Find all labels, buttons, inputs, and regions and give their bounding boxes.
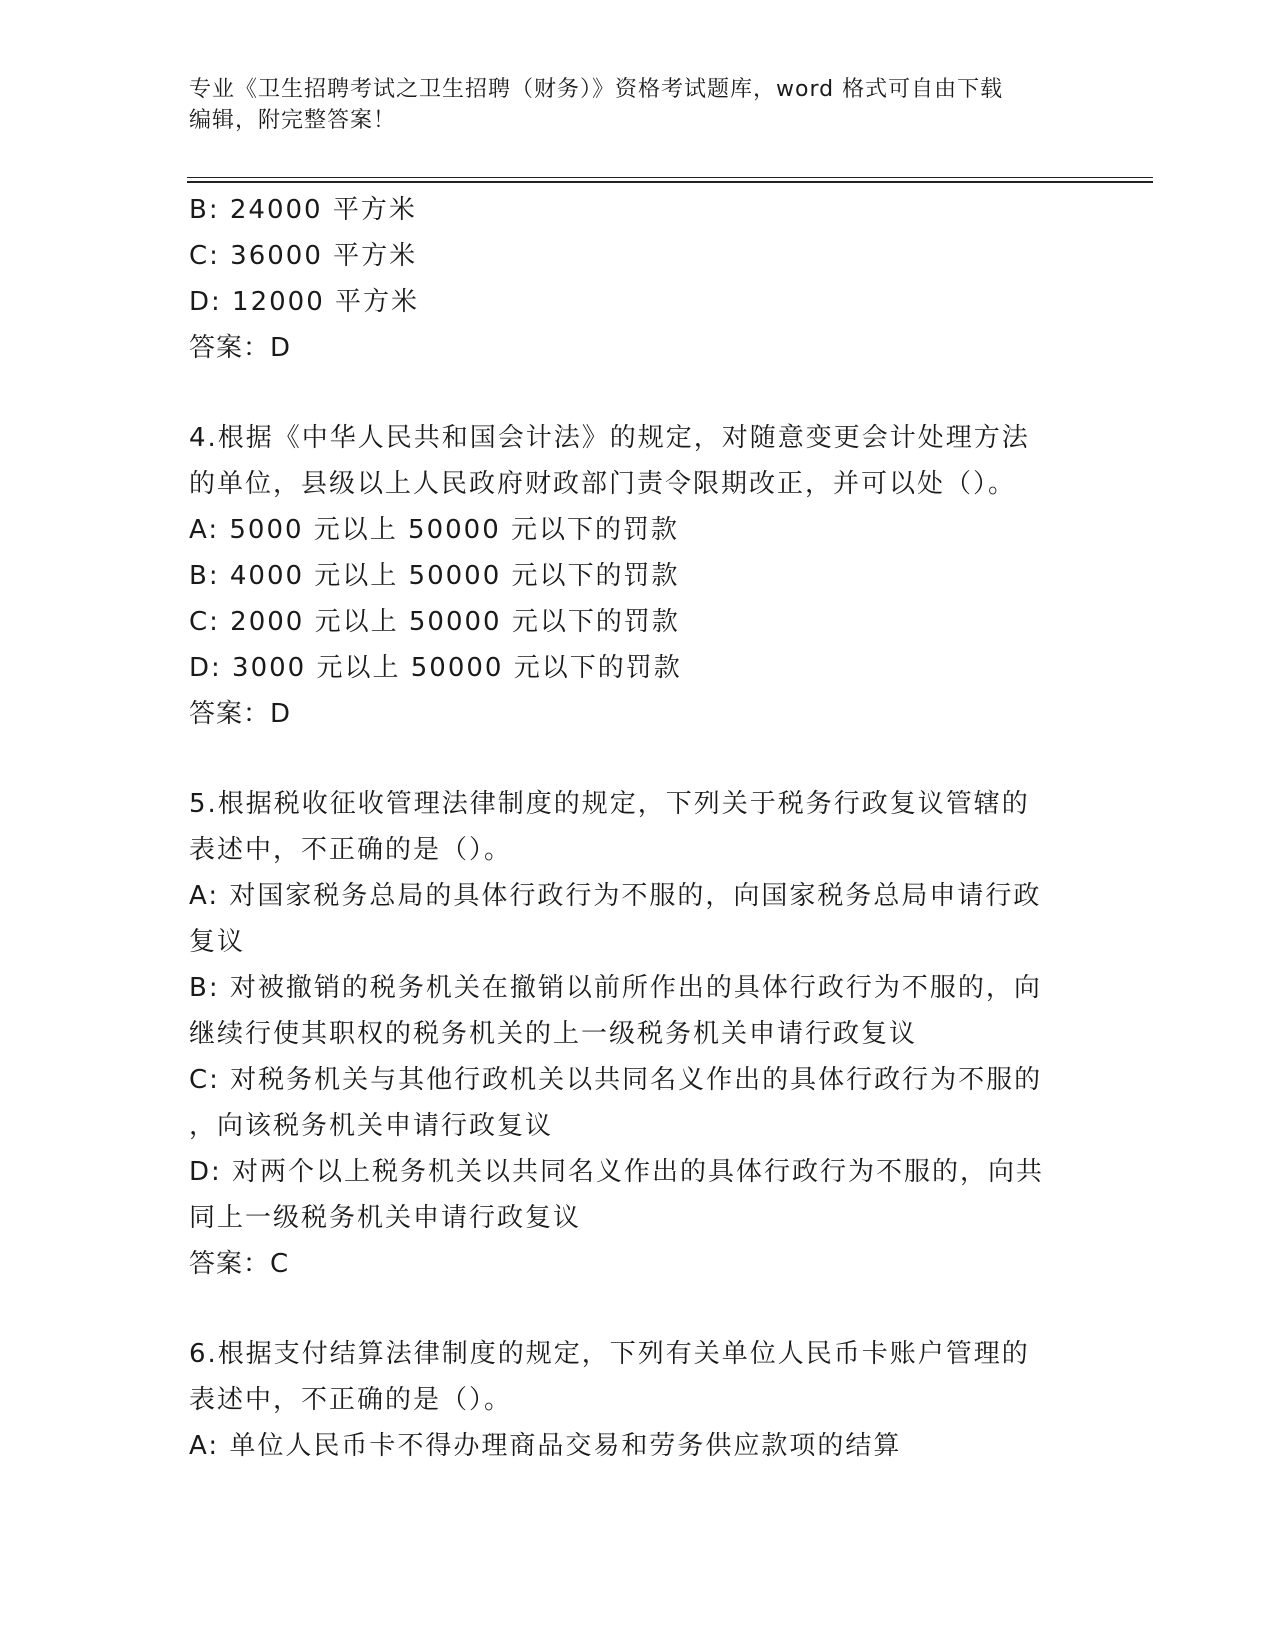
spacer: [189, 737, 1089, 781]
q5-option-a-line-1: A: 对国家税务总局的具体行政行为不服的，向国家税务总局申请行政: [189, 881, 1042, 911]
spacer: [189, 1287, 1089, 1331]
q5-answer: 答案：C: [189, 1249, 290, 1279]
q5-stem-line-1: 5.根据税收征收管理法律制度的规定，下列关于税务行政复议管辖的: [189, 789, 1030, 819]
q5-option-b-line-1: B: 对被撤销的税务机关在撤销以前所作出的具体行政行为不服的，向: [189, 973, 1042, 1003]
q3-option-b: B: 24000 平方米: [189, 195, 417, 225]
q4-stem-line-2: 的单位，县级以上人民政府财政部门责令限期改正，并可以处（）。: [189, 469, 1017, 499]
q4-option-b: B: 4000 元以上 50000 元以下的罚款: [189, 561, 680, 591]
header-line-2: 编辑，附完整答案！: [189, 108, 397, 133]
q5-option-d-line-2: 同上一级税务机关申请行政复议: [189, 1203, 582, 1233]
q4-answer: 答案：D: [189, 699, 292, 729]
q4-option-c: C: 2000 元以上 50000 元以下的罚款: [189, 607, 680, 637]
q5-option-b-line-2: 继续行使其职权的税务机关的上一级税务机关申请行政复议: [189, 1019, 918, 1049]
question-5: [189, 781, 1089, 1287]
q5-stem-line-2: 表述中，不正确的是（）。: [189, 835, 513, 865]
q4-option-d: D: 3000 元以上 50000 元以下的罚款: [189, 653, 682, 683]
question-3-tail: [189, 187, 1089, 371]
header-divider-thin: [187, 177, 1153, 178]
q5-option-c-line-2: ，向该税务机关申请行政复议: [189, 1111, 554, 1141]
q4-option-a: A: 5000 元以上 50000 元以下的罚款: [189, 515, 680, 545]
q3-option-d: D: 12000 平方米: [189, 287, 420, 317]
q3-option-c: C: 36000 平方米: [189, 241, 418, 271]
q6-stem-line-1: 6.根据支付结算法律制度的规定，下列有关单位人民币卡账户管理的: [189, 1339, 1030, 1369]
q6-stem-line-2: 表述中，不正确的是（）。: [189, 1385, 513, 1415]
q5-option-c-line-1: C: 对税务机关与其他行政机关以共同名义作出的具体行政行为不服的: [189, 1065, 1043, 1095]
q5-option-a-line-2: 复议: [189, 927, 246, 957]
document-body: [189, 187, 1089, 1469]
header-line-1: 专业《卫生招聘考试之卫生招聘（财务）》资格考试题库，word 格式可自由下载: [189, 77, 1004, 102]
question-6: [189, 1331, 1089, 1469]
header-divider-thick: [187, 181, 1153, 183]
q3-answer: 答案：D: [189, 333, 292, 363]
q4-stem-line-1: 4.根据《中华人民共和国会计法》的规定，对随意变更会计处理方法: [189, 423, 1030, 453]
question-4: [189, 415, 1089, 737]
q5-option-d-line-1: D: 对两个以上税务机关以共同名义作出的具体行政行为不服的，向共: [189, 1157, 1045, 1187]
document-header: [189, 74, 1069, 136]
q6-option-a: A: 单位人民币卡不得办理商品交易和劳务供应款项的结算: [189, 1431, 902, 1461]
spacer: [189, 371, 1089, 415]
